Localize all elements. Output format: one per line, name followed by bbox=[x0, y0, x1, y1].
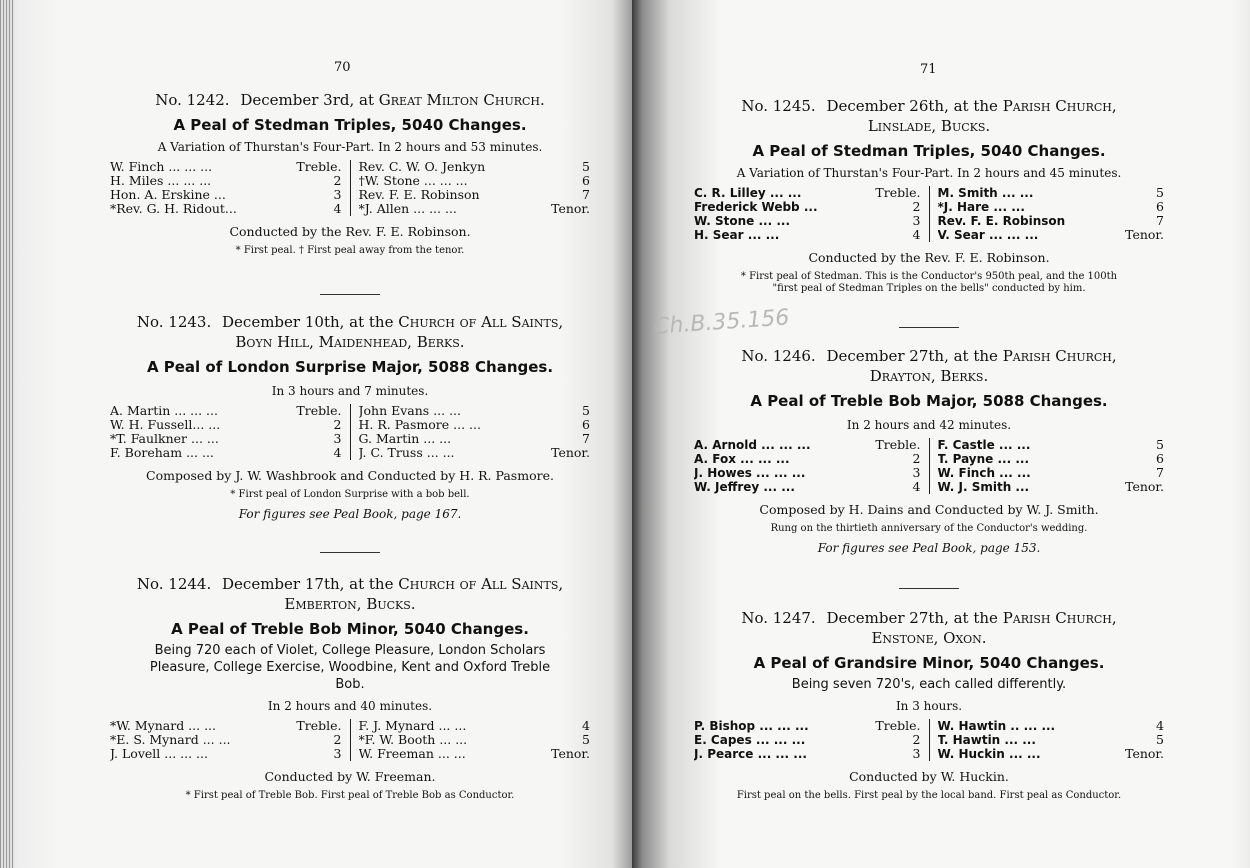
ringer-row bbox=[694, 214, 921, 228]
ringer-name: W. Finch ... ... ... bbox=[110, 160, 213, 174]
ringer-row bbox=[359, 446, 591, 460]
page-edge bbox=[0, 0, 14, 868]
bell-number: 3 bbox=[333, 746, 342, 761]
ringer-row bbox=[694, 466, 921, 480]
bell-number: 5 bbox=[1156, 437, 1164, 452]
bell-number: 2 bbox=[333, 173, 342, 188]
ringer-name: F. Boreham ... ... bbox=[110, 446, 214, 460]
ringer-row bbox=[694, 452, 921, 466]
ringer-name: *J. Hare ... ... bbox=[937, 200, 1025, 214]
entry-place: Great Milton Church. bbox=[378, 91, 545, 109]
ringers-table bbox=[110, 160, 590, 216]
ringer-name: H. Sear ... ... bbox=[694, 228, 780, 242]
conductor-line: Conducted by the Rev. F. E. Robinson. bbox=[229, 224, 471, 239]
page-number-left: 70 bbox=[334, 60, 351, 75]
ringer-row bbox=[359, 160, 591, 174]
ringer-name: T. Hawtin ... ... bbox=[937, 733, 1036, 747]
ringer-name: *T. Faulkner ... ... bbox=[110, 432, 219, 446]
bell-number: 3 bbox=[912, 746, 921, 761]
bell-number: 2 bbox=[912, 732, 921, 747]
entry-date: December 3rd, at bbox=[240, 91, 374, 109]
ringer-name: W. J. Smith ... bbox=[937, 480, 1030, 494]
entry-place: Parish Church, bbox=[1002, 347, 1117, 365]
bell-number: Tenor. bbox=[1125, 227, 1164, 242]
ringers-right bbox=[929, 719, 1165, 761]
ringer-name: H. R. Pasmore ... ... bbox=[358, 418, 481, 432]
peal-entry-1242 bbox=[110, 90, 590, 257]
peal-subtitle: In 3 hours. bbox=[895, 699, 963, 713]
ringer-row bbox=[110, 174, 342, 188]
ringers-left bbox=[110, 719, 350, 761]
ringer-name: F. J. Mynard ... ... bbox=[358, 719, 467, 733]
ringer-name: A. Fox ... ... ... bbox=[694, 452, 790, 466]
peal-title: A Peal of Treble Bob Major, 5088 Changes. bbox=[750, 392, 1108, 410]
entry-number: No. 1246. bbox=[741, 347, 816, 365]
ringer-row bbox=[110, 418, 342, 432]
bell-number: 4 bbox=[1156, 718, 1164, 733]
ringer-name: W. Huckin ... ... bbox=[937, 747, 1041, 761]
ringer-name: W. Jeffrey ... ... bbox=[694, 480, 795, 494]
section-divider bbox=[320, 552, 380, 553]
ringers-right bbox=[929, 438, 1165, 494]
footnote: "first peal of Stedman Triples on the bells" conducted by him. bbox=[772, 283, 1086, 294]
peal-title: A Peal of Grandsire Minor, 5040 Changes. bbox=[753, 654, 1105, 672]
ringers-table bbox=[694, 719, 1164, 761]
conductor-line: Conducted by the Rev. F. E. Robinson. bbox=[808, 250, 1050, 265]
ringer-row bbox=[110, 719, 342, 733]
ringer-row bbox=[359, 747, 591, 761]
ringer-name: Frederick Webb ... bbox=[694, 200, 818, 214]
ringer-name: W. Finch ... ... bbox=[937, 466, 1031, 480]
ringer-row bbox=[359, 188, 591, 202]
entry-place-line2: Drayton, Berks. bbox=[869, 367, 989, 385]
ringer-row bbox=[694, 228, 921, 242]
bell-number: 5 bbox=[582, 159, 590, 174]
ringer-row bbox=[110, 404, 342, 418]
ringer-row bbox=[938, 186, 1165, 200]
footnote: * First peal of London Surprise with a bob bell. bbox=[230, 489, 470, 500]
peal-entry-1247 bbox=[694, 608, 1164, 802]
ringer-name: F. Castle ... ... bbox=[937, 438, 1031, 452]
bell-number: Tenor. bbox=[551, 201, 590, 216]
bell-number: Tenor. bbox=[1125, 479, 1164, 494]
ringer-name: J. C. Truss ... ... bbox=[358, 446, 455, 460]
ringer-row bbox=[359, 174, 591, 188]
peal-entry-1243 bbox=[110, 312, 590, 521]
ringers-left bbox=[110, 160, 350, 216]
ringer-row bbox=[938, 466, 1165, 480]
ringer-name: *J. Allen ... ... ... bbox=[358, 202, 457, 216]
composer-conductor-line: Composed by J. W. Washbrook and Conducted by H. R. Pasmore. bbox=[146, 468, 554, 483]
ringer-row bbox=[938, 200, 1165, 214]
library-shelfmark-stamp: Ch.B.35.156 bbox=[653, 305, 791, 340]
entry-place: Parish Church, bbox=[1002, 609, 1117, 627]
ringer-row bbox=[938, 452, 1165, 466]
ringer-name: V. Sear ... ... ... bbox=[937, 228, 1039, 242]
ringer-row bbox=[359, 404, 591, 418]
ringer-row bbox=[938, 228, 1165, 242]
ringer-name: E. Capes ... ... ... bbox=[694, 733, 806, 747]
right-page bbox=[632, 0, 1250, 868]
ringer-row bbox=[110, 160, 342, 174]
ringer-row bbox=[694, 747, 921, 761]
ringer-name: J. Pearce ... ... ... bbox=[694, 747, 807, 761]
ringer-name: Rev. F. E. Robinson bbox=[358, 188, 480, 202]
ringer-name: A. Arnold ... ... ... bbox=[694, 438, 811, 452]
entry-date: December 27th, at the bbox=[826, 609, 998, 627]
peal-subtitle: In 3 hours and 7 minutes. bbox=[271, 384, 429, 398]
ringer-row bbox=[110, 432, 342, 446]
ringers-left bbox=[694, 438, 929, 494]
entry-number: No. 1247. bbox=[741, 609, 816, 627]
ringer-name: *Rev. G. H. Ridout... bbox=[110, 202, 237, 216]
ringer-name: G. Martin ... ... bbox=[358, 432, 452, 446]
bell-number: 3 bbox=[912, 465, 921, 480]
ringer-name: Hon. A. Erskine ... bbox=[110, 188, 226, 202]
entry-heading bbox=[694, 96, 1164, 116]
bell-number: 2 bbox=[912, 451, 921, 466]
peal-subtitle: In 2 hours and 40 minutes. bbox=[267, 699, 433, 713]
peal-title: A Peal of London Surprise Major, 5088 Changes. bbox=[146, 358, 554, 376]
ringer-name: *W. Mynard ... ... bbox=[110, 719, 216, 733]
peal-entry-1244 bbox=[110, 574, 590, 802]
ringer-name: W. H. Fussell... ... bbox=[110, 418, 221, 432]
bell-number: 6 bbox=[1156, 199, 1164, 214]
ringer-row bbox=[694, 733, 921, 747]
ringer-row bbox=[938, 214, 1165, 228]
bell-number: 4 bbox=[333, 445, 342, 460]
section-divider bbox=[899, 327, 959, 328]
bell-number: Tenor. bbox=[551, 746, 590, 761]
peal-subtitle: A Variation of Thurstan's Four-Part. In 2 hours and 53 minutes. bbox=[157, 140, 543, 154]
ringer-name: P. Bishop ... ... ... bbox=[694, 719, 809, 733]
ringer-row bbox=[938, 438, 1165, 452]
ringer-name: John Evans ... ... bbox=[358, 404, 462, 418]
ringers-right bbox=[350, 160, 591, 216]
ringers-right bbox=[350, 404, 591, 460]
bell-number: 3 bbox=[333, 187, 342, 202]
peal-subtitle: A Variation of Thurstan's Four-Part. In 2 hours and 45 minutes. bbox=[736, 166, 1122, 180]
peal-title: A Peal of Treble Bob Minor, 5040 Changes. bbox=[171, 620, 529, 638]
ringer-row bbox=[110, 747, 342, 761]
peal-title: A Peal of Stedman Triples, 5040 Changes. bbox=[173, 116, 527, 134]
methods-description: Being seven 720's, each called differently. bbox=[791, 677, 1067, 692]
entry-heading bbox=[110, 574, 590, 594]
ringers-table bbox=[110, 719, 590, 761]
ringer-row bbox=[938, 733, 1165, 747]
ringers-left bbox=[694, 719, 929, 761]
ringer-row bbox=[694, 186, 921, 200]
bell-number: 5 bbox=[1156, 185, 1164, 200]
peal-title: A Peal of Stedman Triples, 5040 Changes. bbox=[752, 142, 1106, 160]
bell-number: 6 bbox=[582, 417, 590, 432]
ringer-name: W. Hawtin .. ... ... bbox=[937, 719, 1056, 733]
ringer-name: M. Smith ... ... bbox=[937, 186, 1034, 200]
ringer-name: W. Stone ... ... bbox=[694, 214, 791, 228]
bell-number: Tenor. bbox=[551, 445, 590, 460]
entry-place: Church of All Saints, bbox=[398, 313, 564, 331]
ringer-name: J. Howes ... ... ... bbox=[694, 466, 806, 480]
entry-date: December 27th, at the bbox=[826, 347, 998, 365]
ringer-name: A. Martin ... ... ... bbox=[110, 404, 218, 418]
entry-number: No. 1243. bbox=[136, 313, 212, 331]
ringer-row bbox=[359, 733, 591, 747]
bell-number: 3 bbox=[912, 213, 921, 228]
footnote: * First peal of Stedman. This is the Conductor's 950th peal, and the 100th bbox=[740, 271, 1118, 282]
composer-conductor-line: Composed by H. Dains and Conducted by W. J. Smith. bbox=[759, 502, 1099, 517]
ringers-table bbox=[694, 186, 1164, 242]
peal-subtitle: In 2 hours and 42 minutes. bbox=[846, 418, 1012, 432]
bell-number: 2 bbox=[912, 199, 921, 214]
ringer-name: C. R. Lilley ... ... bbox=[694, 186, 802, 200]
bell-number: 7 bbox=[1156, 465, 1164, 480]
ringer-row bbox=[359, 418, 591, 432]
bell-number: 7 bbox=[1156, 213, 1164, 228]
ringer-name: W. Freeman ... ... bbox=[358, 747, 466, 761]
bell-number: 3 bbox=[333, 431, 342, 446]
ringer-name: *F. W. Booth ... ... bbox=[358, 733, 468, 747]
bell-number: 2 bbox=[333, 417, 342, 432]
entry-date: December 26th, at the bbox=[826, 97, 998, 115]
entry-place-line2: Boyn Hill, Maidenhead, Berks. bbox=[235, 333, 465, 351]
entry-date: December 10th, at the bbox=[222, 313, 394, 331]
entry-heading bbox=[110, 90, 590, 110]
ringers-left bbox=[110, 404, 350, 460]
ringer-name: H. Miles ... ... ... bbox=[110, 174, 212, 188]
ringer-row bbox=[694, 480, 921, 494]
ringer-row bbox=[938, 747, 1165, 761]
bell-number: 5 bbox=[582, 403, 590, 418]
ringer-row bbox=[694, 719, 921, 733]
ringer-name: T. Payne ... ... bbox=[937, 452, 1030, 466]
peal-entry-1246 bbox=[694, 346, 1164, 555]
ringer-row bbox=[110, 446, 342, 460]
ringers-right bbox=[350, 719, 591, 761]
footnote: Rung on the thirtieth anniversary of the Conductor's wedding. bbox=[770, 523, 1088, 534]
ringer-row bbox=[110, 188, 342, 202]
bell-number: 5 bbox=[582, 732, 590, 747]
entry-heading bbox=[110, 312, 590, 332]
entry-date: December 17th, at the bbox=[222, 575, 394, 593]
entry-place-line2: Linslade, Bucks. bbox=[867, 117, 991, 135]
ringer-row bbox=[694, 438, 921, 452]
bell-number: Treble. bbox=[875, 718, 921, 733]
entry-place: Parish Church, bbox=[1002, 97, 1117, 115]
bell-number: 4 bbox=[333, 201, 342, 216]
bell-number: 5 bbox=[1156, 732, 1164, 747]
bell-number: 4 bbox=[912, 227, 921, 242]
ringers-table bbox=[110, 404, 590, 460]
ringer-row bbox=[359, 719, 591, 733]
bell-number: 4 bbox=[582, 718, 590, 733]
ringers-left bbox=[694, 186, 929, 242]
ringer-row bbox=[938, 719, 1165, 733]
entry-number: No. 1244. bbox=[136, 575, 212, 593]
peal-entry-1245 bbox=[694, 96, 1164, 295]
footnote: * First peal of Treble Bob. First peal of Treble Bob as Conductor. bbox=[185, 790, 515, 801]
entry-place-line2: Emberton, Bucks. bbox=[284, 595, 416, 613]
page-number-right: 71 bbox=[920, 62, 937, 77]
bell-number: 6 bbox=[1156, 451, 1164, 466]
ringers-table bbox=[694, 438, 1164, 494]
bell-number: Treble. bbox=[296, 403, 342, 418]
ringer-name: Rev. C. W. O. Jenkyn bbox=[358, 160, 486, 174]
entry-number: No. 1242. bbox=[155, 91, 230, 109]
section-divider bbox=[320, 294, 380, 295]
entry-heading bbox=[694, 346, 1164, 366]
bell-number: 7 bbox=[582, 431, 590, 446]
ringers-right bbox=[929, 186, 1165, 242]
ringer-name: *E. S. Mynard ... ... bbox=[110, 733, 231, 747]
section-divider bbox=[899, 588, 959, 589]
entry-place-line2: Enstone, Oxon. bbox=[871, 629, 987, 647]
ringer-row bbox=[938, 480, 1165, 494]
ringer-row bbox=[110, 202, 342, 216]
entry-heading bbox=[694, 608, 1164, 628]
ringer-name: J. Lovell ... ... ... bbox=[110, 747, 208, 761]
bell-number: 6 bbox=[582, 173, 590, 188]
methods-description: Being 720 each of Violet, College Pleasure, London Scholars Pleasure, College Exercise, Woodbine, Kent and Oxford Treble Bob. bbox=[149, 643, 551, 692]
footnote: First peal on the bells. First peal by the local band. First peal as Conductor. bbox=[736, 790, 1122, 801]
bell-number: Treble. bbox=[875, 185, 921, 200]
figures-reference: For figures see Peal Book, page 167. bbox=[238, 507, 462, 521]
ringer-row bbox=[694, 200, 921, 214]
bell-number: Tenor. bbox=[1125, 746, 1164, 761]
ringer-row bbox=[359, 202, 591, 216]
bell-number: 7 bbox=[582, 187, 590, 202]
bell-number: 4 bbox=[912, 479, 921, 494]
bell-number: 2 bbox=[333, 732, 342, 747]
bell-number: Treble. bbox=[296, 718, 342, 733]
conductor-line: Conducted by W. Huckin. bbox=[849, 769, 1009, 784]
conductor-line: Conducted by W. Freeman. bbox=[264, 769, 436, 784]
ringer-name: †W. Stone ... ... ... bbox=[358, 174, 468, 188]
ringer-name: Rev. F. E. Robinson bbox=[937, 214, 1066, 228]
bell-number: Treble. bbox=[296, 159, 342, 174]
ringer-row bbox=[359, 432, 591, 446]
bell-number: Treble. bbox=[875, 437, 921, 452]
figures-reference: For figures see Peal Book, page 153. bbox=[817, 541, 1041, 555]
footnote: * First peal. † First peal away from the tenor. bbox=[235, 245, 465, 256]
ringer-row bbox=[110, 733, 342, 747]
entry-number: No. 1245. bbox=[741, 97, 816, 115]
entry-place: Church of All Saints, bbox=[398, 575, 564, 593]
